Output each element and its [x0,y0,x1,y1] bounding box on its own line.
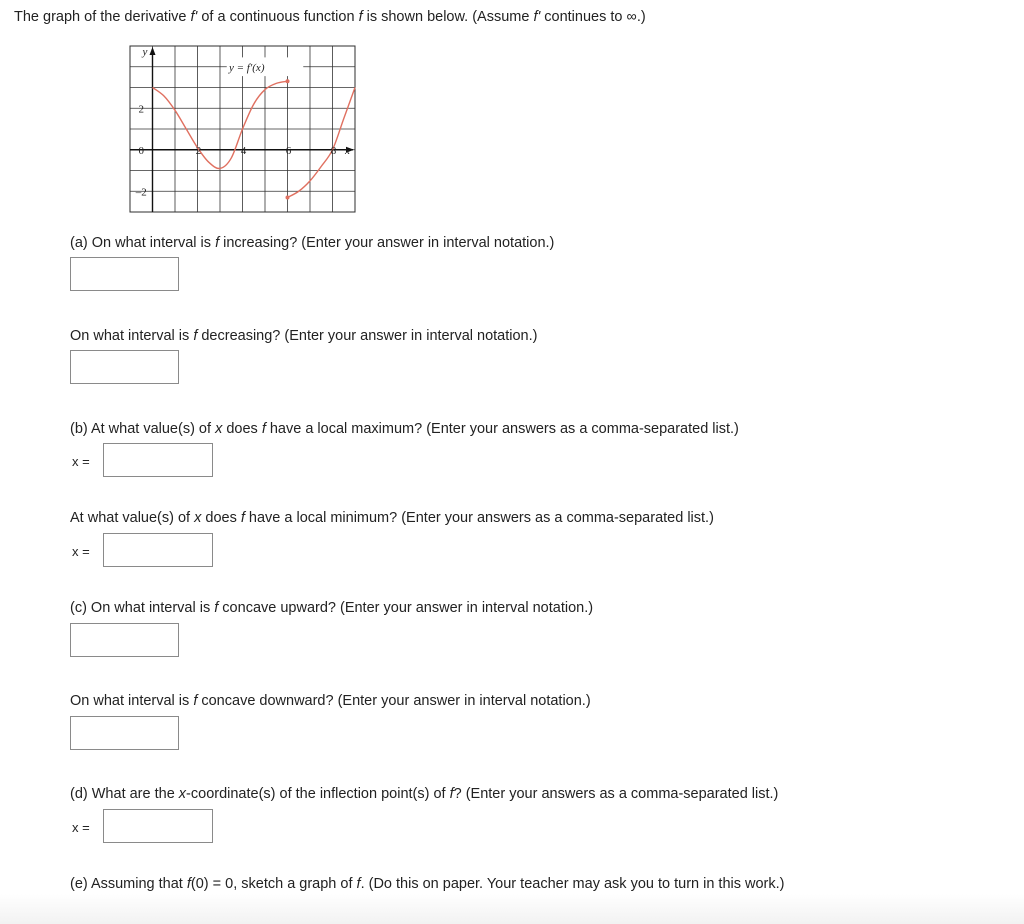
curve-endpoint-lower [286,195,290,199]
question-b-local-min: At what value(s) of x does f have a local minimum? (Enter your answers as a comma-separated list.) [70,510,714,526]
derivative-graph [125,44,357,214]
x-tick-label: 8 [330,144,337,157]
answer-concave-down-input[interactable] [70,716,179,750]
y-tick-label: 2 [138,103,144,116]
x-equals-label-min: x = [72,544,90,559]
answer-local-max-input[interactable] [103,443,213,477]
question-a-decreasing: On what interval is f decreasing? (Enter your answer in interval notation.) [70,328,538,344]
question-c-concave-down: On what interval is f concave downward? (Enter your answer in interval notation.) [70,693,591,709]
problem-intro: The graph of the derivative f' of a continuous function f is shown below. (Assume f' continues to ∞.) [14,9,646,25]
question-a-increasing: (a) On what interval is f increasing? (Enter your answer in interval notation.) [70,235,555,251]
question-b-local-max: (b) At what value(s) of x does f have a local maximum? (Enter your answers as a comma-separated list.) [70,421,739,437]
y-tick-label: –2 [135,186,147,199]
answer-inflection-input[interactable] [103,809,213,843]
x-equals-label-inflection: x = [72,820,90,835]
question-d-inflection: (d) What are the x-coordinate(s) of the inflection point(s) of f? (Enter your answers as a comma-separated list.) [70,786,779,802]
x-tick-label: 4 [240,144,247,157]
x-tick-label: 0 [138,144,144,157]
question-c-concave-up: (c) On what interval is f concave upward? (Enter your answer in interval notation.) [70,600,594,616]
x-tick-label: 2 [195,144,202,157]
answer-increasing-input[interactable] [70,257,179,291]
y-axis-label: y [142,46,148,58]
x-axis-label: x [345,144,350,157]
answer-decreasing-input[interactable] [70,350,179,384]
x-equals-label-max: x = [72,454,90,469]
curve-endpoint-upper [286,79,290,83]
question-e-sketch: (e) Assuming that f(0) = 0, sketch a graph of f. (Do this on paper. Your teacher may ask you to turn in this work.) [70,876,785,892]
x-tick-label: 6 [285,144,292,157]
curve-label: y = f′(x) [229,61,265,74]
answer-local-min-input[interactable] [103,533,213,567]
page-bottom-fade [0,894,1024,924]
derivative-curve-right [285,88,356,198]
y-axis-arrow [150,47,156,55]
answer-concave-up-input[interactable] [70,623,179,657]
